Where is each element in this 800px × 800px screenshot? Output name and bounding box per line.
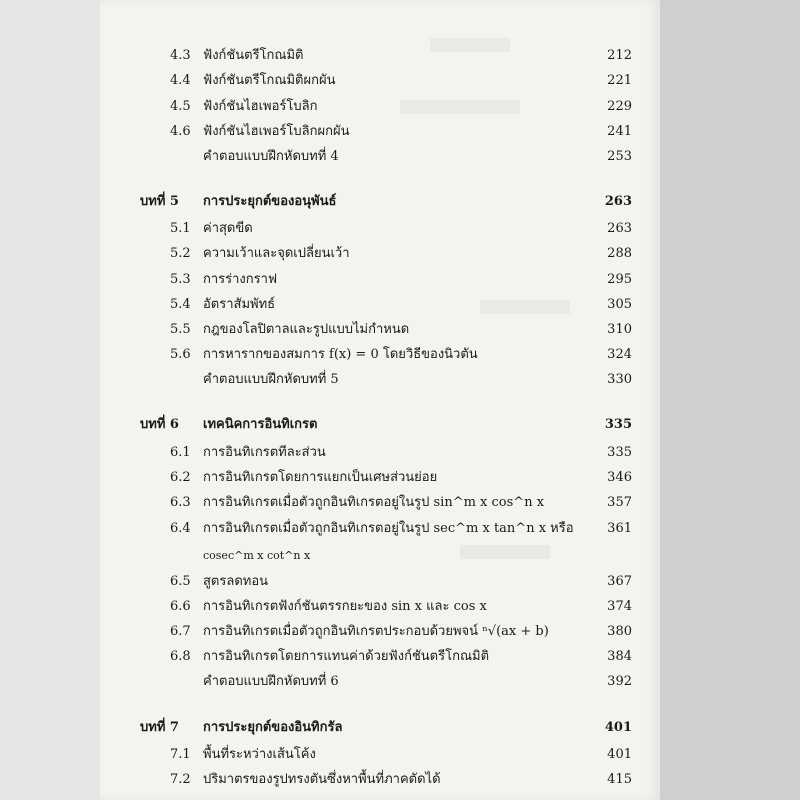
chapter-row: [100, 414, 660, 436]
toc-row: [100, 369, 660, 391]
page-number: 241: [607, 124, 632, 139]
page-number: 380: [607, 624, 632, 639]
section-title: อัตราสัมพัทธ์: [203, 297, 276, 312]
section-number: 6.6: [170, 599, 191, 614]
toc-row: [100, 243, 660, 265]
page-number: 263: [607, 221, 632, 236]
toc-row: [100, 70, 660, 92]
right-background: [660, 0, 800, 800]
page-number: 346: [607, 470, 632, 485]
section-number: 4.3: [170, 48, 191, 63]
page-number: 357: [607, 495, 632, 510]
section-title: [203, 621, 549, 643]
section-number: 6.1: [170, 445, 191, 460]
section-number: 6.8: [170, 649, 191, 664]
section-title: การหารากของสมการ f(x) = 0 โดยวิธีของนิวตัน: [203, 347, 478, 362]
page-number: 324: [607, 347, 632, 362]
toc-row: [100, 45, 660, 67]
toc-row: [100, 769, 660, 791]
section-title: ฟังก์ชันตรีโกณมิติผกผัน: [203, 73, 336, 88]
section-title: สูตรลดทอน: [203, 574, 269, 589]
page-number: 330: [607, 372, 632, 387]
section-title: [203, 492, 544, 514]
section-title: การอินทิเกรตทีละส่วน: [203, 445, 326, 460]
chapter-label: บทที่ 7: [140, 720, 179, 735]
section-title: ฟังก์ชันไฮเพอร์โบลิกผกผัน: [203, 124, 350, 139]
section-title: [203, 518, 574, 540]
toc-row: [100, 744, 660, 766]
section-title: การร่างกราฟ: [203, 272, 278, 287]
page-number: 367: [607, 574, 632, 589]
chapter-label: บทที่ 5: [140, 194, 179, 209]
page-number: 361: [607, 521, 632, 536]
toc-row: [100, 571, 660, 593]
section-title: ความเว้าและจุดเปลี่ยนเว้า: [203, 246, 350, 261]
chapter-title: การประยุกต์ของอินทิกรัล: [203, 720, 343, 735]
toc-row: [100, 492, 660, 514]
page-number: 335: [604, 417, 632, 432]
page-number: 305: [607, 297, 632, 312]
math-expression: cosec^m x cot^n x: [203, 549, 311, 562]
toc-row-continuation: [100, 545, 660, 567]
toc-row: [100, 518, 660, 540]
section-number: 5.3: [170, 272, 191, 287]
chapter-title: เทคนิคการอินทิเกรต: [203, 417, 318, 432]
page-number: 253: [607, 149, 632, 164]
section-number: 5.5: [170, 322, 191, 337]
page-number: 401: [607, 747, 632, 762]
section-title: ฟังก์ชันไฮเพอร์โบลิก: [203, 99, 318, 114]
chapter-row: [100, 717, 660, 739]
section-number: 6.5: [170, 574, 191, 589]
page-number: 221: [607, 73, 632, 88]
toc-row: [100, 269, 660, 291]
section-title: การอินทิเกรตฟังก์ชันตรรกยะของ sin x และ cos x: [203, 599, 487, 614]
page-number: 384: [607, 649, 632, 664]
math-expression: ⁿ√(ax + b): [482, 624, 549, 639]
section-number: 6.2: [170, 470, 191, 485]
toc-row: [100, 442, 660, 464]
chapter-label: บทที่ 6: [140, 417, 179, 432]
page-number: 288: [607, 246, 632, 261]
section-number: 4.5: [170, 99, 191, 114]
chapter-row: [100, 191, 660, 213]
page-number: 263: [604, 194, 632, 209]
section-number: 5.6: [170, 347, 191, 362]
section-title-text: การอินทิเกรตเมื่อตัวถูกอินทิเกรตอยู่ในรูป: [203, 495, 430, 510]
toc-row: [100, 596, 660, 618]
page-number: 295: [607, 272, 632, 287]
section-number: 6.7: [170, 624, 191, 639]
toc-row: [100, 121, 660, 143]
section-title: คำตอบแบบฝึกหัดบทที่ 4: [203, 149, 339, 164]
section-number: 5.2: [170, 246, 191, 261]
page-number: 374: [607, 599, 632, 614]
page-number: 401: [604, 720, 632, 735]
section-title-text: การอินทิเกรตเมื่อตัวถูกอินทิเกรตอยู่ในรูป: [203, 521, 430, 536]
math-expression: sec^m x tan^n x หรือ: [433, 521, 574, 536]
math-expression: sin^m x cos^n x: [433, 495, 545, 510]
section-title: คำตอบแบบฝึกหัดบทที่ 5: [203, 372, 339, 387]
toc-row: [100, 467, 660, 489]
toc-row: [100, 96, 660, 118]
chapter-title: การประยุกต์ของอนุพันธ์: [203, 194, 337, 209]
toc-row: [100, 621, 660, 643]
section-number: 7.1: [170, 747, 191, 762]
page-number: 415: [607, 772, 632, 787]
toc-row: [100, 319, 660, 341]
page-number: 335: [607, 445, 632, 460]
section-title: การอินทิเกรตโดยการแทนค่าด้วยฟังก์ชันตรีโกณมิติ: [203, 649, 490, 664]
toc-row: [100, 218, 660, 240]
section-title: ค่าสุดขีด: [203, 221, 253, 236]
section-number: 4.6: [170, 124, 191, 139]
toc-row: [100, 671, 660, 693]
section-number: 5.1: [170, 221, 191, 236]
section-title: กฎของโลปิตาลและรูปแบบไม่กำหนด: [203, 322, 410, 337]
toc-page: [100, 0, 660, 800]
section-number: 4.4: [170, 73, 191, 88]
page-number: 310: [607, 322, 632, 337]
section-title: ฟังก์ชันตรีโกณมิติ: [203, 48, 304, 63]
section-number: 6.3: [170, 495, 191, 510]
toc-row: [100, 646, 660, 668]
section-title: การอินทิเกรตโดยการแยกเป็นเศษส่วนย่อย: [203, 470, 438, 485]
toc-row: [100, 146, 660, 168]
toc-row: [100, 344, 660, 366]
section-number: 5.4: [170, 297, 191, 312]
section-title-text: การอินทิเกรตเมื่อตัวถูกอินทิเกรตประกอบด้วยพจน์: [203, 624, 479, 639]
page-number: 212: [607, 48, 632, 63]
page-number: 392: [607, 674, 632, 689]
page-number: 229: [607, 99, 632, 114]
toc-row: [100, 294, 660, 316]
section-title: คำตอบแบบฝึกหัดบทที่ 6: [203, 674, 339, 689]
left-background: [0, 0, 100, 800]
section-number: 7.2: [170, 772, 191, 787]
section-number: 6.4: [170, 521, 191, 536]
section-title: พื้นที่ระหว่างเส้นโค้ง: [203, 747, 316, 762]
section-title: ปริมาตรของรูปทรงตันซึ่งหาพื้นที่ภาคตัดได้: [203, 772, 441, 787]
